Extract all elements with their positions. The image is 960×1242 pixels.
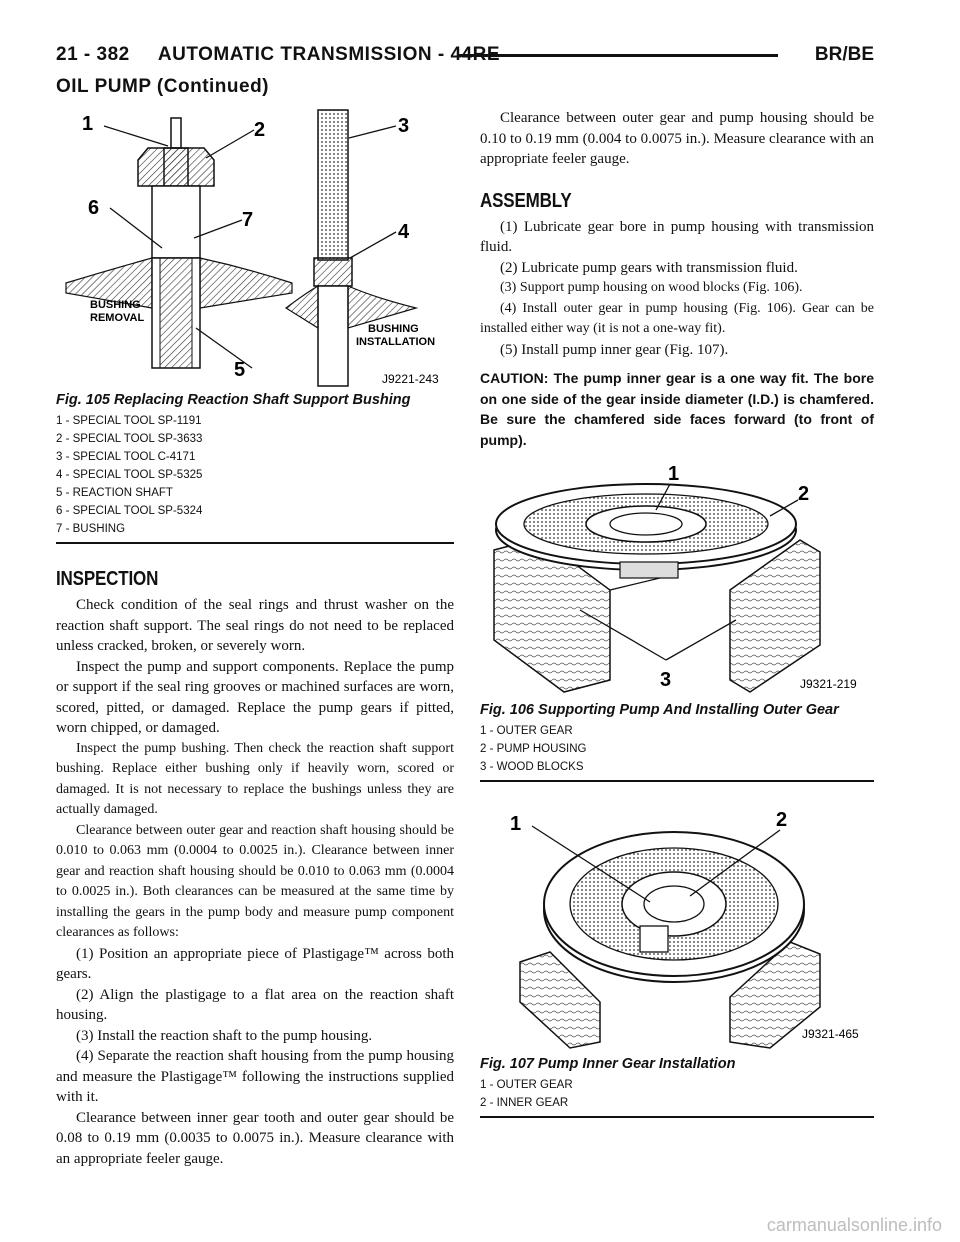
legend-item: 2 - SPECIAL TOOL SP-3633 <box>56 433 203 445</box>
legend-item: 7 - BUSHING <box>56 523 126 535</box>
figure-107 <box>480 792 874 1118</box>
fig105-label-removal-2: REMOVAL <box>90 312 145 324</box>
fig105-label-install-1: BUSHING <box>368 323 419 335</box>
inspection-paragraph: Check condition of the seal rings and thrust washer on the reaction shaft support. The seal rings do not need to be replaced unless cracked, broken, or severely worn. <box>56 597 454 654</box>
inspection-heading: INSPECTION <box>56 568 159 590</box>
legend-item: 2 - PUMP HOUSING <box>480 743 587 755</box>
fig105-code: J9221-243 <box>382 372 439 386</box>
fig105-callout-5: 5 <box>234 359 246 381</box>
inspection-paragraph: Clearance between outer gear and reaction shaft housing should be 0.010 to 0.063 mm (0.0004 to 0.0025 in.). Clearance between inner gear and reaction shaft housing should be 0.010 to 0.063 mm (0.0004 to 0.0025 in.). Both clearances can be measured at the same time by installing the gears in the pump body and measure pump component clearances as follows: <box>56 822 454 940</box>
legend-item: 6 - SPECIAL TOOL SP-5324 <box>56 505 203 517</box>
legend-item: 3 - SPECIAL TOOL C-4171 <box>56 451 196 463</box>
legend-item: 5 - REACTION SHAFT <box>56 487 173 499</box>
fig107-callout-1: 1 <box>510 813 522 835</box>
inspection-paragraph: Inspect the pump and support components. Replace the pump or support if the seal ring grooves or machined surfaces are worn, scored, pitted, or damaged. Replace the pump gears if pitted, worn chipped, or damaged. <box>56 658 454 736</box>
fig105-callout-4: 4 <box>398 221 410 243</box>
caution-note: CAUTION: The pump inner gear is a one way fit. The bore on one side of the gear inside diameter (I.D.) is chamfered. Be sure the chamfered side faces forward (to front of pump). <box>480 370 874 448</box>
fig105-label-install-2: INSTALLATION <box>356 336 436 348</box>
continued-heading: OIL PUMP (Continued) <box>56 76 270 97</box>
fig106-rule <box>480 780 874 782</box>
watermark: carmanualsonline.info <box>766 1215 942 1235</box>
assembly-step: (3) Support pump housing on wood blocks (Fig. 106). <box>500 280 803 295</box>
fig106-caption: Fig. 106 Supporting Pump And Installing Outer Gear <box>480 702 839 718</box>
fig106-code: J9321-219 <box>800 677 857 691</box>
header-rule <box>458 54 778 57</box>
fig105-callout-6: 6 <box>88 197 100 219</box>
fig105-rule <box>56 542 454 544</box>
fig105-label-removal-1: BUSHING <box>90 299 141 311</box>
fig105-callout-1: 1 <box>82 113 94 135</box>
fig107-caption: Fig. 107 Pump Inner Gear Installation <box>480 1056 736 1072</box>
fig107-illustration <box>480 792 874 1052</box>
fig105-callout-3: 3 <box>398 115 410 137</box>
figure-106 <box>480 460 874 782</box>
fig107-callout-2: 2 <box>776 809 788 831</box>
fig107-code: J9321-465 <box>802 1027 859 1041</box>
fig107-legend <box>480 1076 874 1112</box>
fig106-callout-2: 2 <box>798 483 810 505</box>
assembly-heading: ASSEMBLY <box>480 189 572 212</box>
header-right: BR/BE <box>814 44 874 65</box>
legend-item: 3 - WOOD BLOCKS <box>480 761 584 773</box>
legend-item: 4 - SPECIAL TOOL SP-5325 <box>56 469 203 481</box>
inspection-paragraph: Inspect the pump bushing. Then check the reaction shaft support bushing. Replace either bushing only if heavily worn, scored or damaged. It is not necessary to replace the bushings unless they are actually damaged. <box>56 740 454 817</box>
fig106-legend <box>480 722 874 776</box>
inspection-step: (3) Install the reaction shaft to the pump housing. <box>76 1027 373 1044</box>
fig107-rule <box>480 1116 874 1118</box>
inspection-step: (4) Separate the reaction shaft housing from the pump housing and measure the Plastigage™ following the instructions supplied with it. <box>56 1048 454 1105</box>
assembly-step: (5) Install pump inner gear (Fig. 107). <box>500 341 729 358</box>
figure-105 <box>56 108 454 544</box>
assembly-step: (4) Install outer gear in pump housing (Fig. 106). Gear can be installed either way (it is not a one-way fit). <box>480 300 874 336</box>
fig105-legend <box>56 412 454 538</box>
legend-item: 1 - SPECIAL TOOL SP-1191 <box>56 415 202 427</box>
inspection-paragraph: Clearance between inner gear tooth and outer gear should be 0.08 to 0.19 mm (0.0035 to 0.0075 in.). Measure clearance with an appropriate feeler gauge. <box>56 1109 454 1167</box>
left-column <box>56 108 454 1169</box>
fig105-illustration <box>56 108 454 388</box>
assembly-step: (1) Lubricate gear bore in pump housing with transmission fluid. <box>480 218 874 255</box>
legend-item: 1 - OUTER GEAR <box>480 725 573 737</box>
fig106-callout-1: 1 <box>668 463 680 485</box>
outer-gear-clearance-paragraph: Clearance between outer gear and pump housing should be 0.10 to 0.19 mm (0.004 to 0.0075 in.). Measure clearance with an appropriate feeler gauge. <box>480 110 874 167</box>
fig105-caption: Fig. 105 Replacing Reaction Shaft Support Bushing <box>56 392 411 408</box>
fig105-callout-7: 7 <box>242 209 254 231</box>
fig106-illustration <box>480 460 874 698</box>
right-column <box>480 108 874 1118</box>
page-header <box>56 40 874 70</box>
assembly-step: (2) Lubricate pump gears with transmission fluid. <box>500 259 798 276</box>
legend-item: 1 - OUTER GEAR <box>480 1079 573 1091</box>
legend-item: 2 - INNER GEAR <box>480 1097 569 1109</box>
inspection-step: (2) Align the plastigage to a flat area on the reaction shaft housing. <box>56 986 454 1023</box>
header-left: 21 - 382 AUTOMATIC TRANSMISSION - 44RE <box>56 44 501 65</box>
fig106-callout-3: 3 <box>660 669 672 691</box>
inspection-step: (1) Position an appropriate piece of Plastigage™ across both gears. <box>56 945 454 982</box>
fig105-callout-2: 2 <box>254 119 266 141</box>
